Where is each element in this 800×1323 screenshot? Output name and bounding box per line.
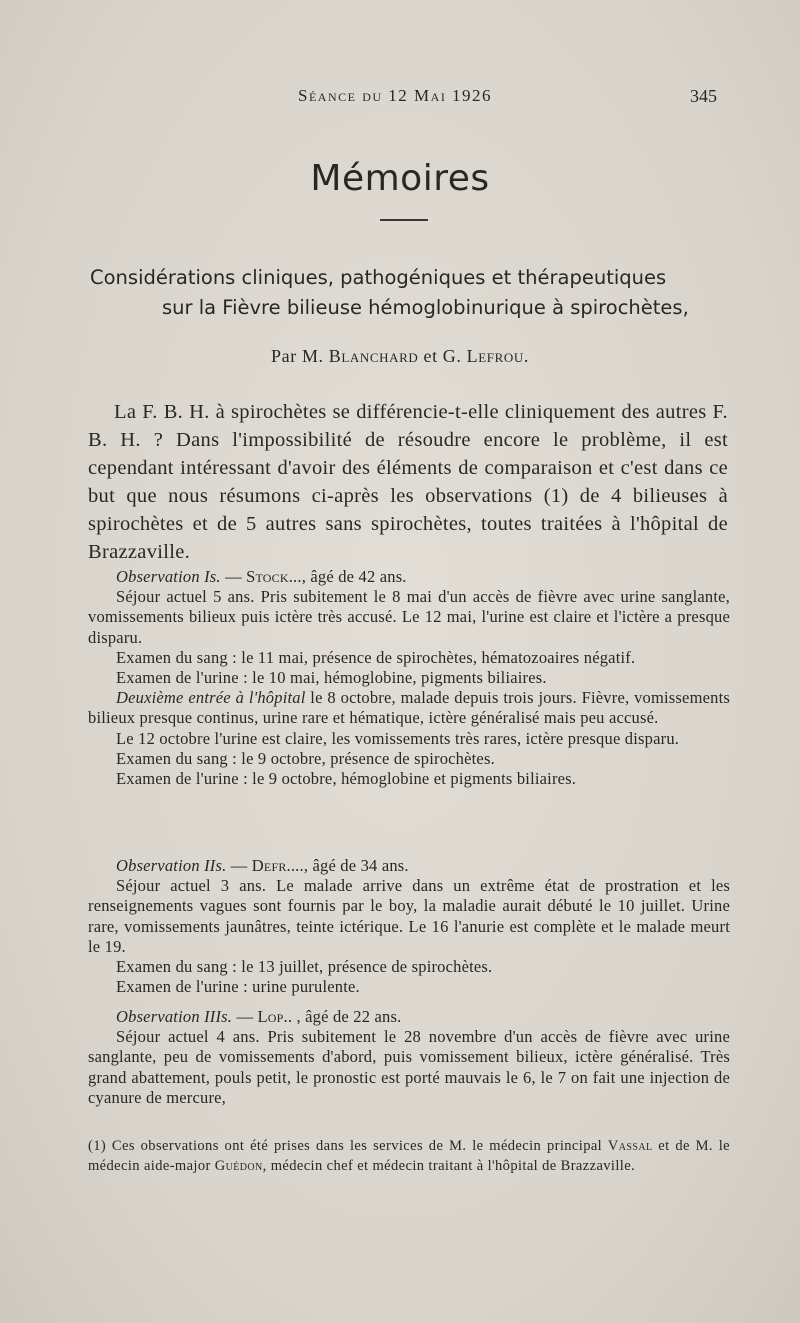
article-title-line-1: Considérations cliniques, pathogéniques et thérapeutiques — [90, 266, 667, 289]
running-head — [0, 86, 800, 110]
article-title-line-2: sur la Fièvre bilieuse hémoglobinurique à spirochètes, — [162, 296, 689, 319]
heading-dash: — — [220, 567, 247, 586]
patient-age: , âgé de 34 ans. — [303, 856, 409, 875]
observation-heading: Observation IIs. — [116, 856, 227, 875]
observation-heading: Observation Is. — [116, 567, 221, 586]
observation-paragraph: Examen du sang : le 13 juillet, présence de spirochètes. — [116, 957, 493, 977]
patient-age: , âgé de 22 ans. — [292, 1007, 402, 1026]
byline-and: et G. — [423, 346, 462, 366]
observation-paragraph: Le 12 octobre l'urine est claire, les vomissements très rares, ictère presque disparu. — [116, 728, 680, 748]
author-1: Blanchard — [328, 346, 419, 366]
byline-par: Par M. — [271, 346, 324, 366]
observation-3 — [88, 1007, 730, 1108]
footnote-name-2: Guédon — [214, 1158, 263, 1174]
second-admission-text: le 8 octobre, malade depuis trois jours. Fièvre, vomissements bilieux presque continus, urine rare et hématique, ictère généralisé mais peu accusé. — [88, 688, 730, 728]
running-title: Séance du 12 Mai 1926 — [298, 86, 493, 105]
author-2: Lefrou. — [466, 346, 529, 366]
heading-dash: — — [232, 1007, 258, 1026]
page-number: 345 — [690, 86, 717, 106]
observation-paragraph: Examen du sang : le 9 octobre, présence de spirochètes. — [116, 748, 495, 768]
patient-name: Stock... — [246, 567, 302, 586]
footnote-text: (1) Ces observations ont été prises dans les services de M. le médecin principal — [88, 1138, 608, 1154]
observation-2 — [88, 856, 730, 997]
footnote — [88, 1136, 730, 1176]
heading-dash: — — [226, 856, 252, 875]
observation-1-heading-line — [88, 567, 730, 587]
footnote-text: et de M. le médecin aide-major — [88, 1138, 731, 1174]
footnote-text: , médecin chef et médecin traitant à l'hôpital de Brazzaville. — [262, 1158, 636, 1174]
patient-name: Lop.. — [257, 1007, 293, 1026]
observation-paragraph: Examen du sang : le 11 mai, présence de spirochètes, hématozoaires négatif. — [116, 647, 636, 667]
observation-paragraph — [88, 688, 730, 728]
footnote-name-1: Vassal — [607, 1138, 653, 1154]
patient-name: Defr.... — [251, 856, 304, 875]
observation-1 — [88, 567, 730, 789]
observation-3-heading-line — [88, 1007, 730, 1027]
observation-heading: Observation IIIs. — [116, 1007, 233, 1026]
observation-paragraph: Séjour actuel 5 ans. Pris subitement le 8 mai d'un accès de fièvre avec urine sanglante, vomissements bilieux puis ictère très accusé. Le 12 mai, l'urine est claire et l'ictère a presque disparu. — [88, 587, 730, 647]
section-title: Mémoires — [310, 158, 490, 199]
patient-age: , âgé de 42 ans. — [301, 567, 407, 586]
observation-paragraph: Examen de l'urine : le 10 mai, hémoglobine, pigments biliaires. — [116, 668, 547, 688]
observation-paragraph: Examen de l'urine : le 9 octobre, hémoglobine et pigments biliaires. — [116, 769, 577, 789]
intro-paragraph — [88, 398, 728, 566]
second-admission-label: Deuxième entrée à l'hôpital — [116, 688, 306, 708]
byline — [0, 346, 800, 367]
observation-2-heading-line — [88, 856, 730, 876]
title-divider — [380, 219, 428, 221]
observation-paragraph: Séjour actuel 3 ans. Le malade arrive dans un extrême état de prostration et les renseignements vagues sont fournis par le boy, la maladie aurait débuté le 10 juillet. Urine rare, vomissements jaunâtres, teinte ictérique. Le 16 l'anurie est complète et le malade meurt le 19. — [88, 876, 730, 956]
observation-paragraph: Séjour actuel 4 ans. Pris subitement le 28 novembre d'un accès de fièvre avec urine sanglante, peu de vomissements d'abord, puis vomissement bilieux, ictère généralisé. Très grand abattement, pouls petit, le pronostic est porté mauvais le 6, le 7 on fait une injection de cyanure de mercure, — [88, 1027, 730, 1107]
observation-paragraph: Examen de l'urine : urine purulente. — [116, 977, 360, 997]
intro-text: La F. B. H. à spirochètes se différencie-t-elle cliniquement des autres F. B. H. ? Dans l'impossibilité de résoudre encore le problème, il est cependant intéressant d'avoir des éléments de comparaison et c'est dans ce but que nous résumons ci-après les observations (1) de 4 bilieuses à spirochètes et de 5 autres sans spirochètes, toutes traitées à l'hôpital de Brazzaville. — [88, 401, 728, 563]
